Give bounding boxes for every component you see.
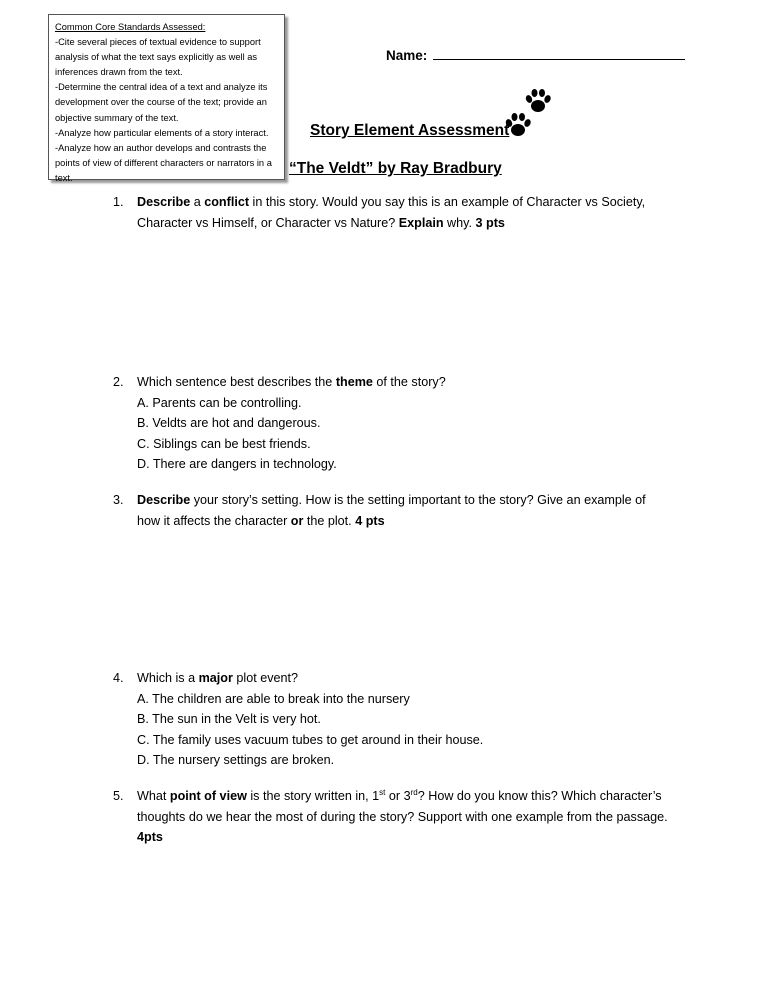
question-number: 1. — [113, 195, 124, 209]
name-field[interactable] — [386, 46, 685, 63]
question-text-line: Which sentence best describes the theme of the story? — [137, 375, 446, 389]
standards-line: inferences drawn from the text. — [55, 67, 183, 78]
question-points: 4pts — [137, 830, 163, 844]
standards-line: text. — [55, 172, 73, 183]
name-label: Name: — [386, 48, 428, 63]
standards-line: -Analyze how particular elements of a story interact. — [55, 127, 269, 138]
standards-heading: Common Core Standards Assessed: — [55, 22, 206, 32]
answer-option[interactable]: A. Parents can be controlling. — [137, 395, 302, 410]
answer-option[interactable]: D. The nursery settings are broken. — [137, 753, 335, 767]
standards-line: points of view of different characters or narrators in a — [55, 157, 272, 168]
question-text-line: how it affects the character or the plot. 4 pts — [137, 513, 385, 528]
question-number: 3. — [113, 493, 124, 507]
question-text-line: Describe your story’s setting. How is the setting important to the story? Give an example of — [137, 493, 646, 507]
answer-option[interactable]: C. The family uses vacuum tubes to get around in their house. — [137, 732, 484, 747]
question-text-line: What point of view is the story written in, 1st or 3rd? How do you know this? Which character’s — [137, 788, 662, 803]
question-text-line: thoughts do we hear the most of during the story? Support with one example from the passage. — [137, 809, 668, 824]
standards-line: development over the course of the text; provide an — [55, 97, 267, 108]
question-number: 2. — [113, 375, 124, 389]
page-title: Story Element Assessment — [310, 122, 510, 139]
question-text-line: Character vs Himself, or Character vs Nature? Explain why. 3 pts — [137, 215, 505, 230]
page-subtitle: “The Veldt” by Ray Bradbury — [289, 160, 502, 177]
standards-line: -Cite several pieces of textual evidence to support — [55, 37, 261, 48]
standards-line: objective summary of the text. — [55, 112, 179, 123]
answer-option[interactable]: B. The sun in the Velt is very hot. — [137, 712, 321, 726]
answer-option[interactable]: A. The children are able to break into the nursery — [137, 691, 410, 706]
standards-line: -Analyze how an author develops and contrasts the — [55, 142, 267, 153]
answer-option[interactable]: C. Siblings can be best friends. — [137, 436, 311, 451]
standards-line: -Determine the central idea of a text and analyze its — [55, 82, 268, 93]
question-number: 4. — [113, 671, 124, 685]
question-number: 5. — [113, 789, 124, 803]
question-text-line: Which is a major plot event? — [137, 671, 299, 685]
question-text-line: Describe a conflict in this story. Would you say this is an example of Character vs Society, — [137, 195, 646, 209]
standards-box — [48, 14, 285, 183]
paw-print-icon — [523, 88, 553, 114]
name-blank-line[interactable] — [433, 46, 685, 60]
answer-option[interactable]: B. Veldts are hot and dangerous. — [137, 416, 321, 430]
answer-option[interactable]: D. There are dangers in technology. — [137, 457, 337, 471]
standards-line: analysis of what the text says explicitly as well as — [55, 52, 258, 63]
